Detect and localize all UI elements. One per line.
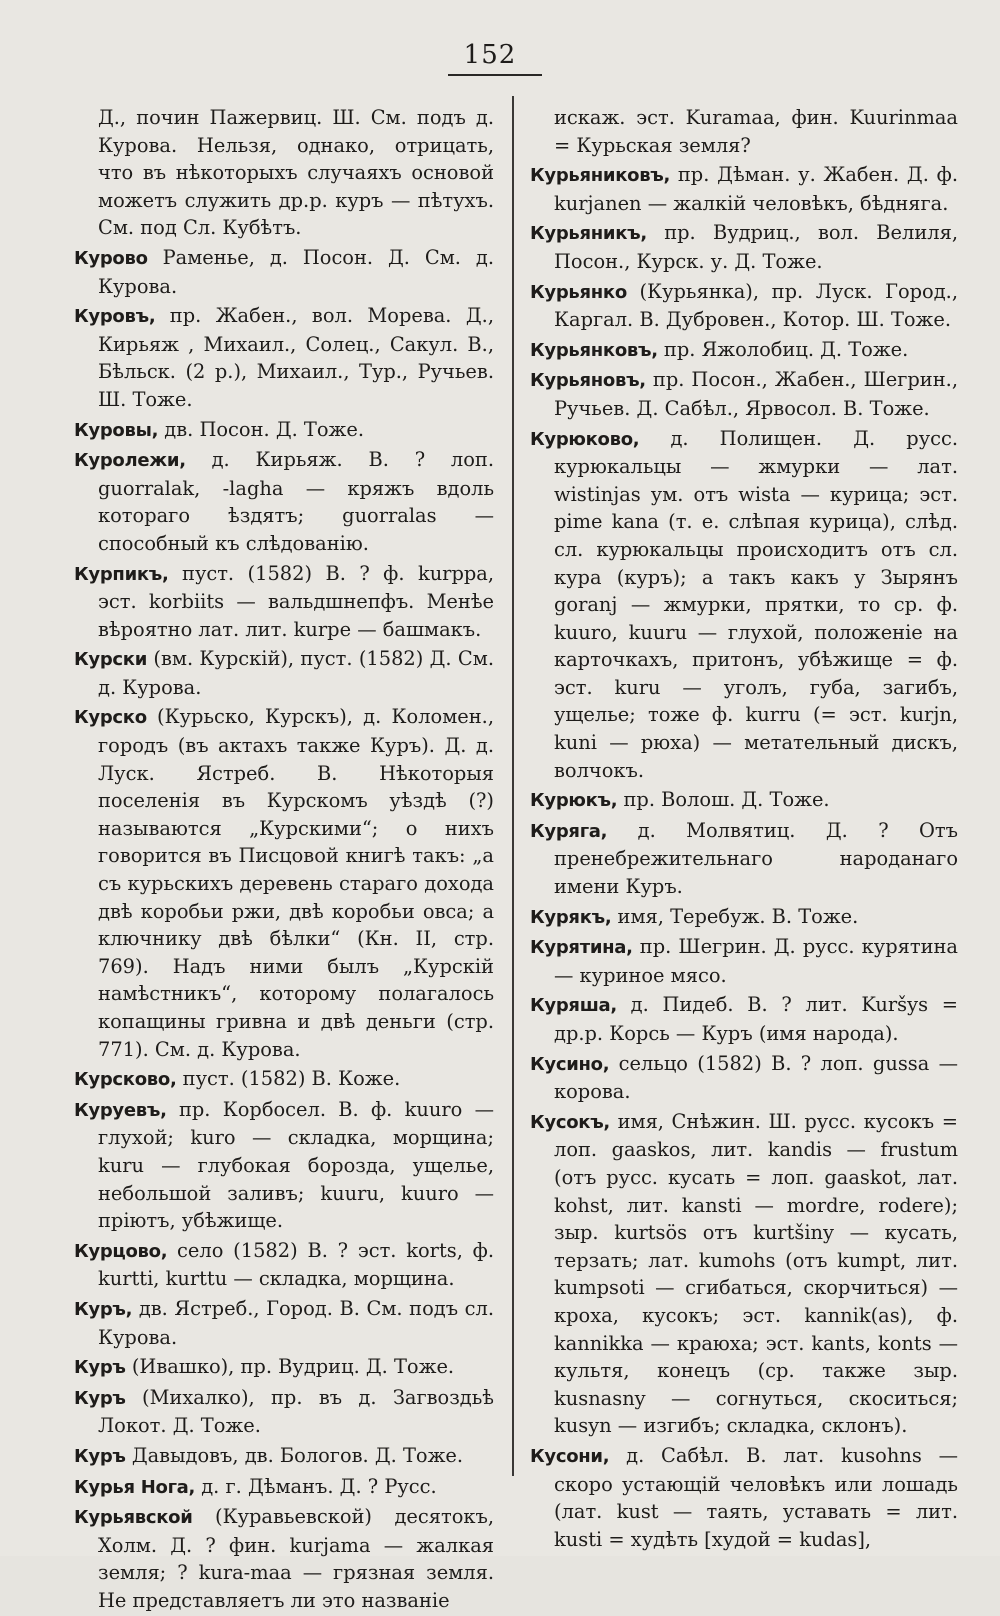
entry-headword: Курьянко [530, 281, 627, 303]
entry-headword: Курякъ, [530, 906, 612, 928]
dictionary-entry [530, 104, 958, 159]
entry-headword: Куръ [74, 1445, 126, 1467]
entry-headword: Кусони, [530, 1445, 610, 1467]
entry-text: пр. Дѣман. у. Жабен. Д. ф. kurjanen — жалкій человѣкъ, бѣдняга. [554, 163, 958, 215]
entry-text: (Курьско, Курскъ), д. Коломен., городъ (въ актахъ также Куръ). Д. д. Луск. Ястреб. В. Нѣкоторыя поселенія въ Курскомъ уѣздѣ (?) называются „Курскими“; о нихъ говорится въ Писцовой книгѣ такъ: „а съ курьскихъ деревень стараго дохода двѣ коробьи ржи, двѣ коробьи овса; а ключнику двѣ бѣлки“ (Кн. II, стр. 769). Надъ ними былъ „Курскій намѣстникъ“, которому полагалось копащины гривна и двѣ деньги (стр. 771). См. д. Курова. [98, 705, 494, 1061]
entry-headword: Куръ [74, 1357, 126, 1379]
dictionary-entry [530, 903, 958, 932]
page-number-rule [448, 74, 542, 76]
dictionary-entry [530, 1442, 958, 1553]
entry-text: д. Полищен. Д. русс. курюкальцы — жмурки — лат. wistinjas ум. отъ wista — курица; эст. pime kana (т. е. слѣпая курица), слѣд. сл. курюкальцы происходитъ отъ сл. кура (куръ); а такъ какъ у Зырянъ goranj — жмурки, прятки, то ср. ф. kuuro, kuuru — глухой, положеніе на карточкахъ, притонъ, убѣжище = ф. эст. kuru — уголъ, губа, загибъ, ущелье; тоже ф. kurru (= эст. kurjn, kuni — рюха) — метательный дискъ, волчокъ. [554, 426, 958, 782]
entry-text: пуст. (1582) В. ? ф. kurppa, эст. korbiits — вальдшнепфъ. Менѣе вѣроятно лат. лит. kurpe — башмакъ. [98, 561, 494, 641]
entry-headword: Курцово, [74, 1240, 168, 1262]
page-number: 152 [463, 40, 517, 70]
entry-text: (Ивашко), пр. Вудриц. Д. Тоже. [131, 1355, 455, 1379]
dictionary-entry [530, 366, 958, 422]
dictionary-entry [530, 786, 958, 815]
entry-text: дв. Посон. Д. Тоже. [164, 417, 365, 441]
dictionary-entry [74, 1442, 494, 1471]
dictionary-entry [74, 1065, 494, 1094]
dictionary-entry [74, 302, 494, 413]
entry-text: сельцо (1582) В. ? лоп. gussa — корова. [554, 1051, 958, 1104]
entry-text: село (1582) В. ? эст. korts, ф. kurtti, kurttu — складка, морщина. [98, 1238, 494, 1291]
column-divider [512, 96, 514, 1476]
entry-headword: Куруевъ, [74, 1099, 167, 1121]
entry-headword: Курово [74, 247, 148, 269]
dictionary-entry [530, 336, 958, 365]
dictionary-entry [74, 446, 494, 557]
entry-headword: Курпикъ, [74, 563, 169, 585]
dictionary-entry [530, 1050, 958, 1106]
entry-headword: Куръ [74, 1387, 126, 1409]
entry-headword: Курски [74, 649, 148, 671]
entry-headword: Куровъ, [74, 306, 156, 328]
entry-headword: Курьявской [74, 1507, 193, 1529]
left-column [74, 104, 494, 1616]
entry-text: имя, Снѣжин. Ш. русс. кусокъ = лоп. gaaskos, лит. kandis — frustum (отъ русс. кусать = лоп. gaaskot, лат. kohst, лит. kansti — mordre, rodere); зыр. kurtsös отъ kurtšiny — кусать, терзать; лат. kumohs (отъ kumpt, лит. kumpsoti — сгибаться, скорчиться) — кроха, кусокъ; эст. kannik(as), ф. kannikka — краюха; эст. kants, konts — культя, конецъ (ср. также зыр. kusnasny — согнуться, скоситься; kusyn — изгибъ; складка, склонъ). [554, 1109, 958, 1438]
dictionary-entry [74, 1384, 494, 1440]
entry-headword: Курюково, [530, 428, 640, 450]
entry-text: (Куравьевской) десятокъ, Холм. Д. ? фин. kurjama — жалкая земля; ? kura-maa — грязная земля. Не представляетъ ли это названіе [98, 1505, 494, 1612]
entry-text: (Михалко), пр. въ д. Загвоздьѣ Локот. Д. Тоже. [98, 1385, 494, 1438]
dictionary-entry [74, 645, 494, 701]
entry-text: пр. Волош. Д. Тоже. [623, 788, 830, 812]
dictionary-entry [74, 560, 494, 644]
dictionary-entry [530, 161, 958, 217]
dictionary-entry [74, 244, 494, 300]
entry-text: пр. Вудриц., вол. Велиля, Посон., Курск. у. Д. Тоже. [554, 221, 958, 273]
dictionary-entry [74, 104, 494, 242]
dictionary-entry [74, 1473, 494, 1502]
dictionary-entry [74, 416, 494, 445]
entry-headword: Курьянковъ, [530, 339, 658, 361]
entry-text: д. Кирьяж. В. ? лоп. guorralak, -lagha — кряжъ вдоль котораго ѣздятъ; guorralas — способный къ слѣдованію. [98, 448, 494, 555]
entry-headword: Куровы, [74, 419, 159, 441]
dictionary-entry [530, 991, 958, 1047]
entry-text: пуст. (1582) В. Коже. [182, 1067, 401, 1091]
entry-text: Давыдовъ, дв. Бологов. Д. Тоже. [131, 1443, 464, 1467]
entry-text: д. Пидеб. В. ? лит. Kuršys = др.р. Корсь — Куръ (имя народа). [554, 993, 958, 1045]
entry-headword: Куряша, [530, 995, 617, 1017]
entry-text: Раменье, д. Посон. Д. См. д. Курова. [98, 245, 494, 298]
dictionary-entry [530, 1108, 958, 1440]
entry-headword: Курьяниковъ, [530, 165, 671, 187]
right-column [530, 104, 958, 1555]
dictionary-entry [530, 933, 958, 989]
dictionary-entry [74, 1096, 494, 1235]
entry-text: (вм. Курскій), пуст. (1582) Д. См. д. Курова. [98, 647, 495, 699]
entry-text: пр. Яжолобиц. Д. Тоже. [663, 337, 909, 361]
dictionary-entry [74, 1353, 494, 1382]
entry-headword: Курюкъ, [530, 790, 618, 812]
entry-headword: Курьяникъ, [530, 223, 647, 245]
entry-headword: Куряга, [530, 820, 608, 842]
entry-headword: Курьяновъ, [530, 370, 646, 392]
dictionary-entry [530, 425, 958, 785]
entry-headword: Курятина, [530, 937, 633, 959]
entry-text: имя, Теребуж. В. Тоже. [617, 904, 859, 928]
entry-text: пр. Шегрин. Д. русс. курятина — куриное мясо. [554, 935, 958, 987]
entry-text: (Курьянка), пр. Луск. Город., Каргал. В. Дубровен., Котор. Ш. Тоже. [554, 279, 958, 332]
dictionary-entry [530, 817, 958, 901]
entry-headword: Курья Нога, [74, 1476, 196, 1498]
entry-text: Д., почин Пажервиц. Ш. См. подъ д. Курова. Нельзя, однако, отрицать, что въ нѣкоторыхъ случаяхъ основой можетъ служить др.р. куръ — пѣтухъ. См. под Сл. Кубѣтъ. [98, 106, 494, 240]
entry-headword: Курско [74, 707, 147, 729]
dictionary-entry [74, 1503, 494, 1614]
entry-text: пр. Жабен., вол. Морева. Д., Кирьяж , Михаил., Солец., Сакул. В., Бѣльск. (2 р.), Михаил., Тур., Ручьев. Ш. Тоже. [98, 304, 494, 411]
entry-headword: Кусино, [530, 1053, 610, 1075]
entry-headword: Курсково, [74, 1069, 177, 1091]
dictionary-entry [530, 219, 958, 275]
entry-headword: Кусокъ, [530, 1111, 610, 1133]
entry-headword: Куролежи, [74, 450, 186, 472]
entry-text: д. г. Дѣманъ. Д. ? Русс. [201, 1474, 437, 1498]
entry-text: пр. Корбосел. В. ф. kuuro — глухой; kuro — складка, морщина; kuru — глубокая борозда, ущелье, небольшой заливъ; kuuru, kuuro — пріютъ, убѣжище. [98, 1097, 494, 1233]
dictionary-entry [74, 1237, 494, 1293]
entry-text: д. Сабѣл. В. лат. kusohns — скоро устающій человѣкъ или лошадь (лат. kust — таять, уставать = лит. kusti = худѣть [худой = kudas], [554, 1443, 958, 1551]
entry-text: дв. Ястреб., Город. В. См. подъ сл. Курова. [98, 1296, 494, 1349]
entry-headword: Куръ, [74, 1298, 133, 1320]
dictionary-entry [530, 278, 958, 334]
entry-text: искаж. эст. Kuramaa, фин. Kuurinmaa = Курьская земля? [554, 106, 958, 157]
dictionary-entry [74, 703, 494, 1063]
entry-text: д. Молвятиц. Д. ? Отъ пренебрежительнаго народанаго имени Куръ. [554, 818, 958, 899]
dictionary-entry [74, 1295, 494, 1351]
entry-text: пр. Посон., Жабен., Шегрин., Ручьев. Д. Сабѣл., Ярвосол. В. Тоже. [554, 368, 958, 420]
